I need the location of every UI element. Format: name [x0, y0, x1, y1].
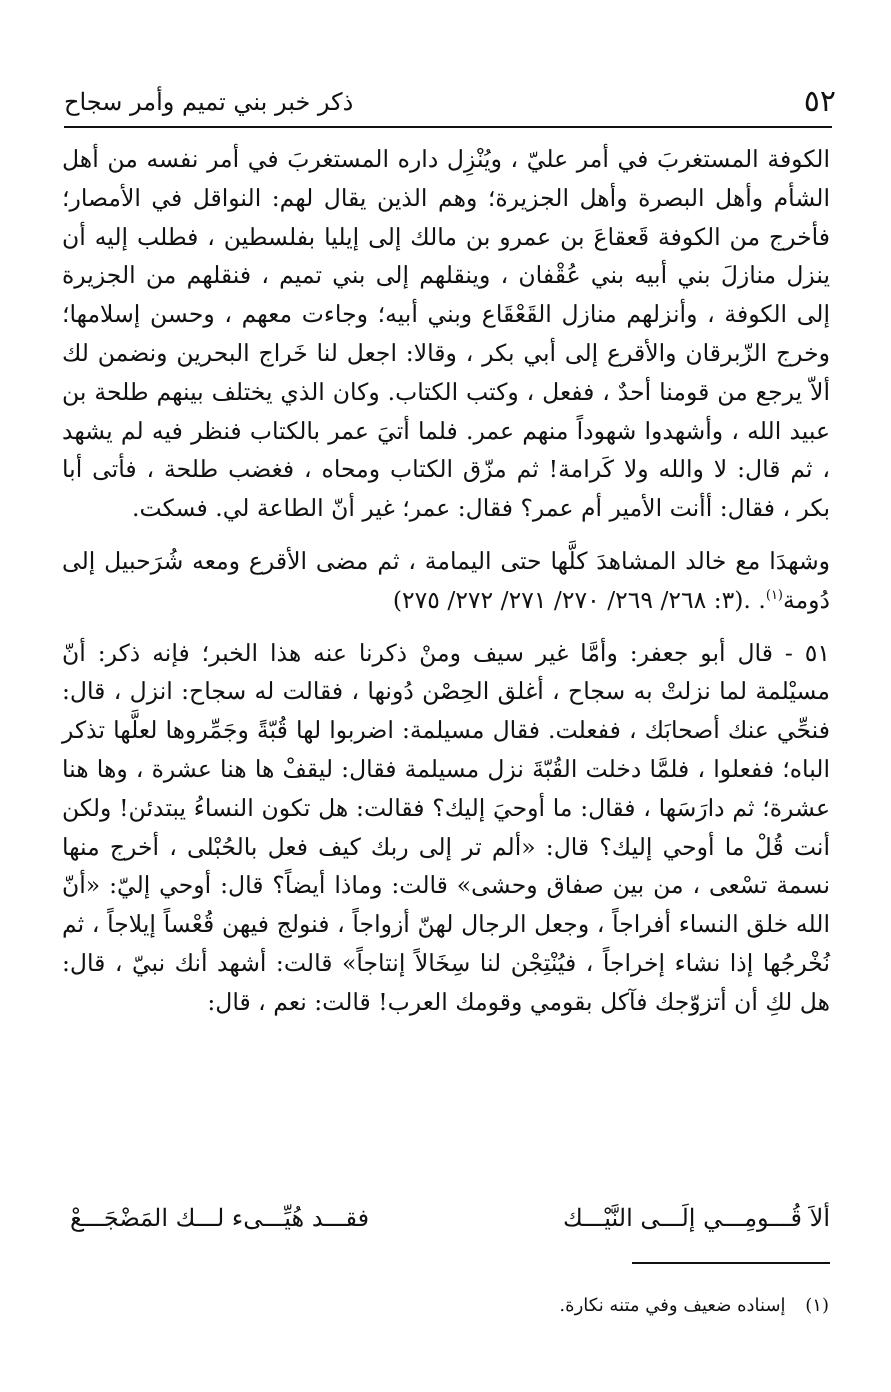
- poetry-verse: [62, 1204, 830, 1246]
- footnote-divider: [632, 1262, 830, 1264]
- paragraph-1: الكوفة المستغربَ في أمر عليّ ، ويُنْزِل داره المستغربَ في أمر نفسه من أهل الشأم وأهل البصرة وأهل الجزيرة؛ وهم الذين يقال لهم: النواقل في الأمصار؛ فأخرج من الكوفة قَعقاعَ بن عمرو بن مالك إلى إيليا بفلسطين ، فطلب إليه أن ينزل منازلَ بني أبيه بني عُقْفان ، وينقلهم إلى بني تميم ، فنقلهم من الجزيرة إلى الكوفة ، وأنزلهم منازل القَعْقَاع وبني أبيه؛ وجاءت معهم ، وحسن إسلامها؛ وخرج الزّبرقان والأقرع إلى أبي بكر ، وقالا: اجعل لنا خَراج البحرين ونضمن لك ألاّ يرجع من قومنا أحدٌ ، ففعل ، وكتب الكتاب. وكان الذي يختلف بينهم طلحة بن عبيد الله ، وأشهدوا شهوداً منهم عمر. فلما أتيَ عمر بالكتاب فنظر فيه لم يشهد ، ثم قال: لا والله ولا كَرامة! ثم مزّق الكتاب ومحاه ، فغضب طلحة ، فأتى أبا بكر ، فقال: أأنت الأمير أم عمر؟ فقال: عمر؛ غير أنّ الطاعة لي. فسكت.: [62, 145, 830, 523]
- page-header: [64, 84, 836, 124]
- footnote-marker[interactable]: (١): [765, 587, 783, 603]
- footnote-number: (١): [805, 1295, 829, 1316]
- paragraph-2-text: وشهدَا مع خالد المشاهدَ كلَّها حتى اليمامة ، ثم مضى الأقرع ومعه شُرَحبيل إلى دُومة: [62, 546, 830, 614]
- main-text: [62, 140, 830, 1022]
- verse-first-hemistich: ألاَ قُـــومِـــي إلَـــى النَّيْـــك: [562, 1204, 830, 1232]
- verse-second-hemistich: فقـــد هُيِّـــىء لـــك المَضْجَـــعْ: [70, 1204, 370, 1232]
- paragraph-2: وشهدَا مع خالد المشاهدَ كلَّها حتى اليمامة ، ثم مضى الأقرع ومعه شُرَحبيل إلى دُومة$^{(١)}$. (٣: ٢٦٨/ ٢٦٩/ ٢٧٠/ ٢٧١/ ٢٧٢/ ٢٧٥).: [62, 546, 830, 614]
- source-references: (٣: ٢٦٨/ ٢٦٩/ ٢٧٠/ ٢٧١/ ٢٧٢/ ٢٧٥).: [392, 585, 751, 614]
- running-title: ذكر خبر بني تميم وأمر سجاح: [64, 88, 354, 116]
- page-number: ٥٢: [803, 84, 836, 119]
- footnote-text: إسناده ضعيف وفي متنه نكارة.: [559, 1295, 786, 1316]
- footnote: [559, 1292, 829, 1320]
- paragraph-3: ٥١ - قال أبو جعفر: وأمَّا غير سيف ومنْ ذكرنا عنه هذا الخبر؛ فإنه ذكر: أنّ مسيْلمة لما نزلتْ به سجاح ، أغلق الحِصْن دُونها ، فقالت له سجاح: انزل ، قال: فنحِّي عنك أصحابَك ، ففعلت. فقال مسيلمة: اضربوا لها قُبّةً وجَمِّروها لعلَّها تذكر الباه؛ ففعلوا ، فلمَّا دخلت القُبّةَ نزل مسيلمة فقال: ليقفْ ها هنا عشرة ، وها هنا عشرة؛ ثم دارَسَها ، فقال: ما أوحيَ إليك؟ فقالت: هل تكون النساءُ يبتدئن! ولكن أنت قُلْ ما أوحي إليك؟ قال: «ألم تر إلى ربك كيف فعل بالحُبْلى ، أخرج منها نسمة تسْعى ، من بين صفاق وحشى» قالت: وماذا أيضاً؟ قال: أوحي إليّ: «أنّ الله خلق النساء أفراجاً ، وجعل الرجال لهنّ أزواجاً ، فنولج فيهن قُعْساً إيلاجاً ، ثم نُخْرجُها إذا نشاء إخراجاً ، فيُنْتِجْن لنا سِخَالاً إنتاجاً» قالت: أشهد أنك نبيّ ، قال: هل لكِ أن أتزوّجك فآكل بقومي وقومك العرب! قالت: نعم ، قال:: [62, 638, 831, 1016]
- header-divider: [64, 126, 832, 128]
